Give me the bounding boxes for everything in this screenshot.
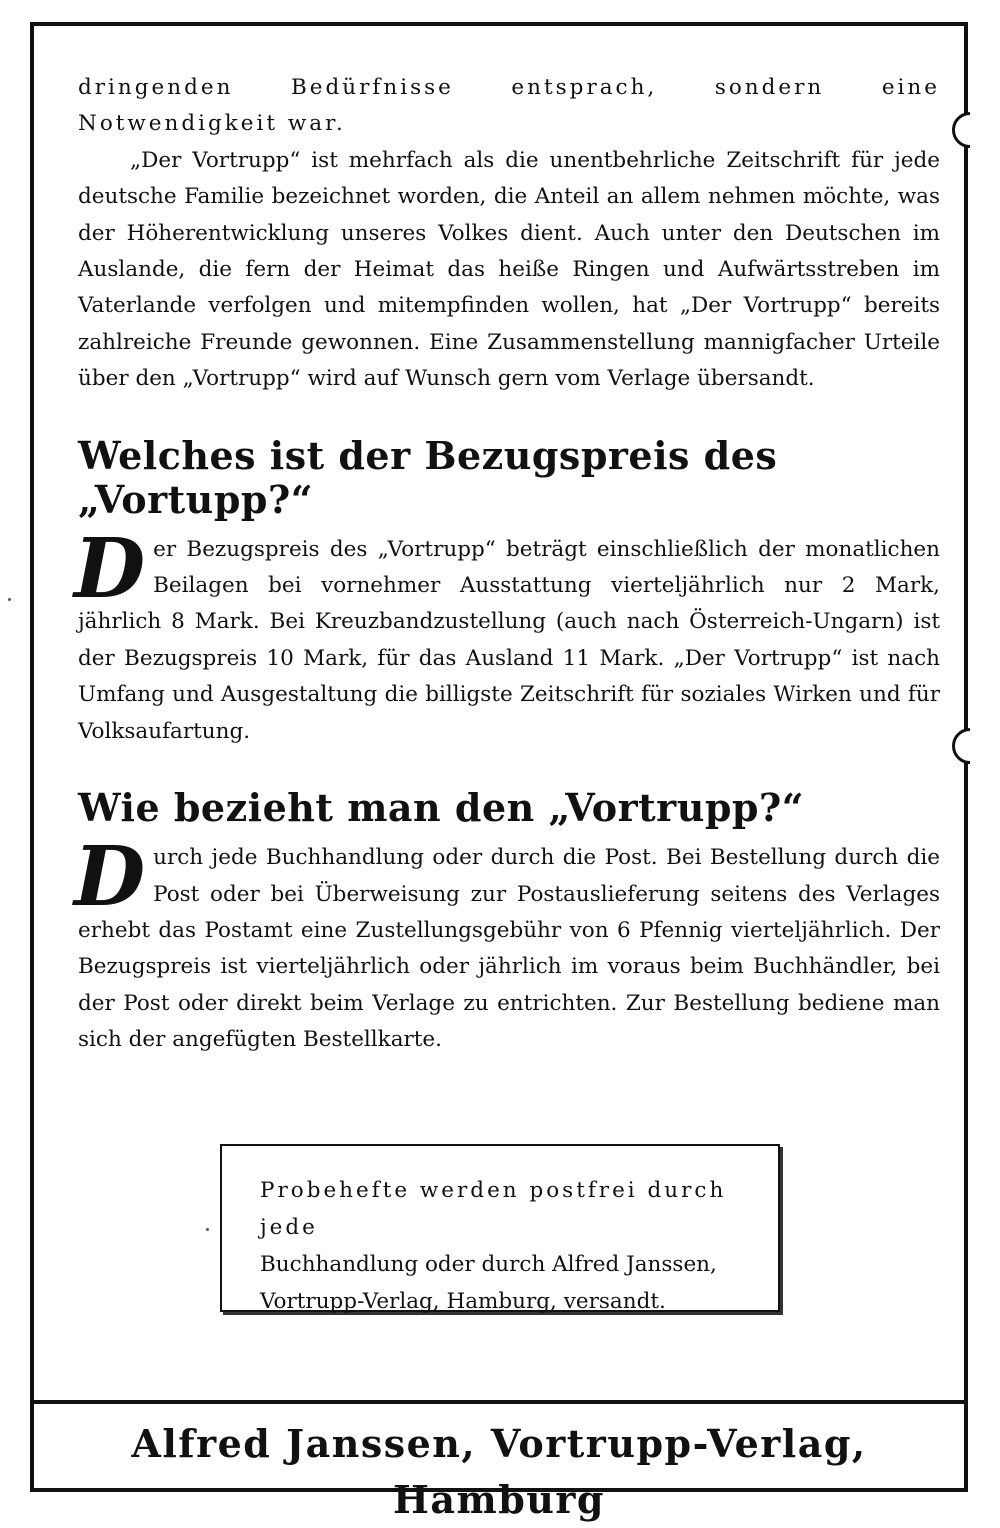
notice-line: Probehefte werden postfrei durch jede bbox=[260, 1178, 727, 1240]
ordering-paragraph: urch jede Buchhandlung oder durch die Post. Bei Bestellung durch die Post oder bei Überweisung zur Postauslieferung seitens des Verlages erhebt das Postamt eine Zustellungsgebühr von 6 Pfennig vierteljährlich. Der Bezugspreis ist vierteljährlich oder jährlich im voraus beim Buchhändler, bei der Post oder direkt beim Verlage zu entrichten. Zur Bestellung bediene man sich der angefügten Bestellkarte. bbox=[78, 845, 940, 1053]
binding-notch bbox=[952, 728, 988, 764]
binding-notch bbox=[952, 112, 988, 148]
scan-speck bbox=[8, 598, 11, 601]
scan-speck bbox=[206, 1228, 209, 1231]
intro-paragraph-1: dringenden Bedürfnisse entsprach, sondern eine Notwendigkeit war. bbox=[78, 75, 940, 137]
section-heading-price: Welches ist der Bezugspreis des „Vortupp?“ bbox=[78, 432, 778, 522]
drop-cap: D bbox=[74, 520, 146, 617]
section-body-price bbox=[74, 520, 940, 750]
main-text bbox=[74, 70, 940, 1059]
price-paragraph: er Bezugspreis des „Vortrupp“ beträgt einschließlich der monatlichen Beilagen bei vornehmer Ausstattung vierteljährlich nur 2 Mark, jährlich 8 Mark. Bei Kreuzbandzustellung (auch nach Österreich-Ungarn) ist der Bezugspreis 10 Mark, für das Ausland 11 Mark. „Der Vortrupp“ ist nach Umfang und Ausgestaltung die billigste Zeitschrift für soziales Wirken und für Volksaufartung. bbox=[78, 536, 940, 744]
intro-paragraph-2: „Der Vortrupp“ ist mehrfach als die unentbehrliche Zeitschrift für jede deutsche Familie bezeichnet worden, die Anteil an allem nehmen möchte, was der Höherentwicklung unseres Volkes dient. Auch unter den Deutschen im Auslande, die fern der Heimat das heiße Ringen und Aufwärtsstreben im Vaterlande verfolgen und mitempfinden wollen, hat „Der Vortrupp“ bereits zahlreiche Freunde gewonnen. Eine Zusammenstellung mannigfacher Urteile über den „Vortrupp“ wird auf Wunsch gern vom Verlage übersandt. bbox=[78, 147, 940, 392]
footer-divider bbox=[30, 1400, 968, 1404]
drop-cap: D bbox=[74, 829, 146, 926]
notice-line: Vortrupp-Verlag, Hamburg, versandt. bbox=[260, 1289, 666, 1314]
publisher-footer: Alfred Janssen, Vortrupp-Verlag, Hamburg bbox=[131, 1421, 867, 1522]
section-heading-ordering: Wie bezieht man den „Vortrupp?“ bbox=[78, 785, 805, 831]
section-body-ordering bbox=[74, 829, 940, 1058]
notice-line: Buchhandlung oder durch Alfred Janssen, bbox=[260, 1252, 717, 1277]
sample-issue-notice-box bbox=[220, 1144, 780, 1312]
